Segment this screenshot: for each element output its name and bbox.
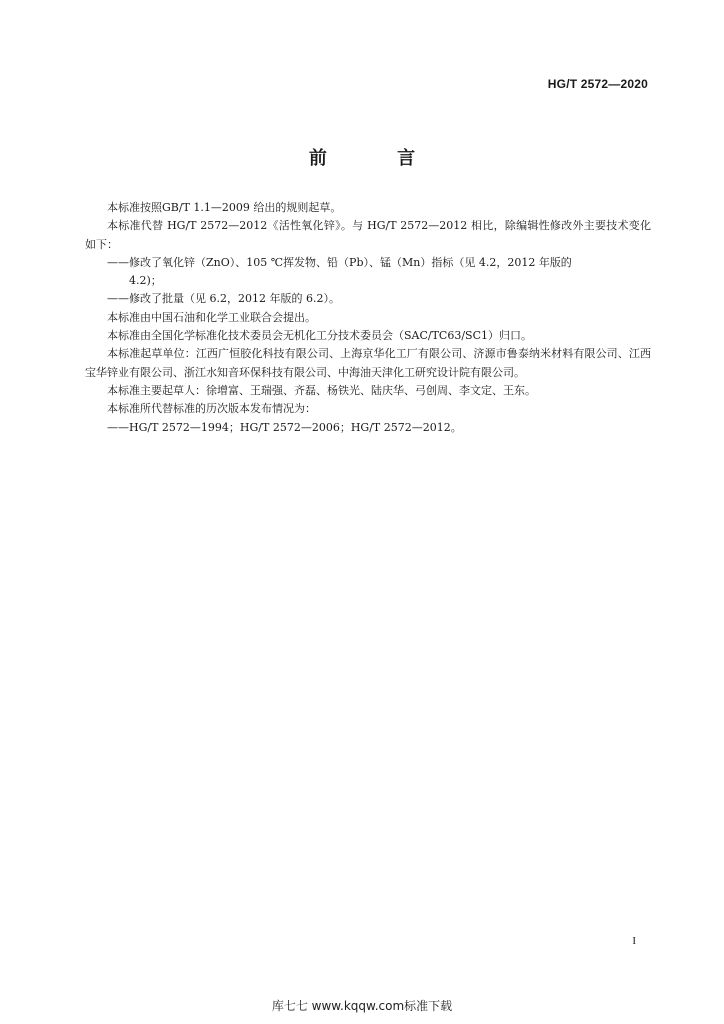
paragraph-proposed-by: 本标准由中国石油和化学工业联合会提出。 <box>107 310 316 324</box>
change-item-indicators-cont: 4.2)； <box>129 274 162 288</box>
paragraph-drafting-units: 本标准起草单位：江西广恒胶化科技有限公司、上海京华化工厂有限公司、济源市鲁泰纳米材料有限公司、江西宝华锌业有限公司、浙江水知音环保科技有限公司、中海油天津化工研究设计院有限公司。 <box>85 347 651 379</box>
paragraph-replaces: 本标准代替 HG/T 2572—2012《活性氧化锌》。与 HG/T 2572—2012 相比，除编辑性修改外主要技术变化如下： <box>85 219 651 251</box>
page-number: I <box>632 935 636 947</box>
change-item-batch: ——修改了批量（见 6.2，2012 年版的 6.2）。 <box>107 292 340 306</box>
paragraph-history: 本标准所代替标准的历次版本发布情况为： <box>107 402 316 416</box>
history-versions: ——HG/T 2572—1994；HG/T 2572—2006；HG/T 2572—2012。 <box>107 420 462 434</box>
page-title: 前 言 <box>308 148 448 169</box>
watermark-text: 库七七 www.kqqw.com标准下载 <box>271 999 453 1013</box>
standard-code: HG/T 2572—2020 <box>547 77 648 91</box>
foreword-body <box>85 199 651 437</box>
paragraph-drafting-rules: 本标准按照GB/T 1.1—2009 给出的规则起草。 <box>107 201 342 214</box>
paragraph-under-jurisdiction: 本标准由全国化学标准化技术委员会无机化工分技术委员会（SAC/TC63/SC1）归口。 <box>107 329 533 343</box>
change-item-indicators: ——修改了氧化锌（ZnO）、105 ℃挥发物、铅（Pb）、锰（Mn）指标（见 4.2，2012 年版的 <box>107 255 572 269</box>
paragraph-drafters: 本标准主要起草人：徐增富、王瑞强、齐磊、杨铁光、陆庆华、弓创周、李文定、王东。 <box>107 383 536 397</box>
